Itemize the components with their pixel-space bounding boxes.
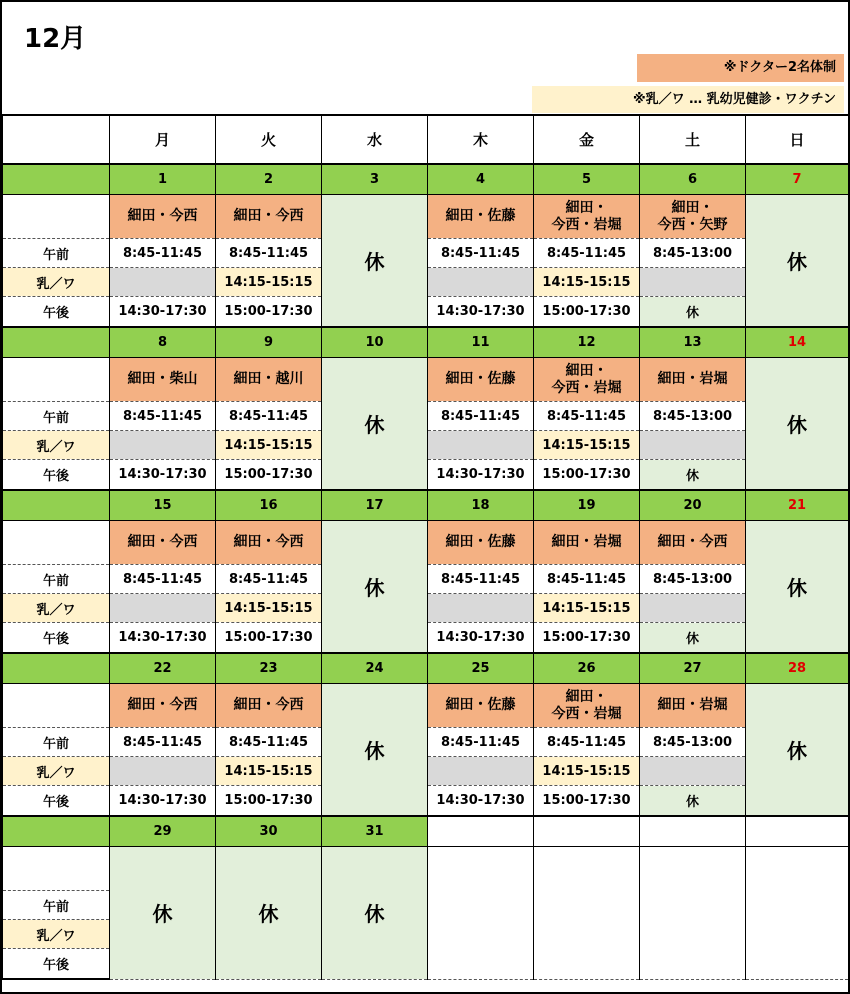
- doctor-row-cell: 細田・佐藤: [428, 684, 534, 728]
- am-row-cell: 8:45-13:00: [640, 402, 746, 431]
- pm-row-label: 午後: [3, 623, 110, 654]
- date-cell: 19: [534, 490, 640, 521]
- vaccine-row-cell: 14:15-15:15: [216, 757, 322, 786]
- vaccine-row-label: 乳／ワ: [3, 757, 110, 786]
- date-row: [3, 653, 849, 684]
- doctor-row-cell: 細田・ 今西・岩堀: [534, 358, 640, 402]
- doctor-row-cell: 細田・岩堀: [640, 684, 746, 728]
- date-cell: 5: [534, 164, 640, 195]
- closed-cell: 休: [746, 358, 849, 491]
- empty-cell: [746, 847, 849, 980]
- am-row-cell: 8:45-11:45: [110, 239, 216, 268]
- am-row-cell: 8:45-11:45: [110, 728, 216, 757]
- vaccine-row-label: 乳／ワ: [3, 431, 110, 460]
- doctor-row: [3, 521, 849, 565]
- pm-row-cell: 15:00-17:30: [534, 460, 640, 491]
- am-row-cell: 8:45-11:45: [216, 239, 322, 268]
- pm-row-cell: 14:30-17:30: [110, 623, 216, 654]
- empty-cell: [640, 847, 746, 980]
- am-row-cell: 8:45-11:45: [534, 239, 640, 268]
- am-row-cell: 8:45-11:45: [216, 402, 322, 431]
- pm-row-cell: 14:30-17:30: [428, 623, 534, 654]
- doctor-row-cell: 細田・今西: [216, 684, 322, 728]
- corner-cell: [3, 115, 110, 164]
- am-row-cell: 8:45-11:45: [428, 565, 534, 594]
- date-cell: 1: [110, 164, 216, 195]
- date-cell: [746, 816, 849, 847]
- doctor-row-cell: 細田・今西: [110, 195, 216, 239]
- doctor-row-cell: 細田・今西: [110, 521, 216, 565]
- weekday-tue: 火: [216, 115, 322, 164]
- am-row-cell: 8:45-11:45: [534, 402, 640, 431]
- am-row-cell: 8:45-13:00: [640, 565, 746, 594]
- doctor-row-cell: 細田・岩堀: [534, 521, 640, 565]
- pm-row-label: 午後: [3, 460, 110, 491]
- vaccine-row-cell: [428, 757, 534, 786]
- closed-cell: 休: [746, 521, 849, 654]
- weekday-header-row: [3, 115, 849, 164]
- pm-row-cell: 15:00-17:30: [216, 623, 322, 654]
- date-cell: [640, 816, 746, 847]
- am-row-label: 午前: [3, 728, 110, 757]
- date-cell: 14: [746, 327, 849, 358]
- date-cell: 31: [322, 816, 428, 847]
- closed-cell: 休: [322, 521, 428, 654]
- pm-row-cell: 休: [640, 623, 746, 654]
- weekday-sat: 土: [640, 115, 746, 164]
- vaccine-row-cell: 14:15-15:15: [534, 757, 640, 786]
- date-cell: 27: [640, 653, 746, 684]
- doctor-row-cell: 細田・佐藤: [428, 358, 534, 402]
- doctor-row: [3, 684, 849, 728]
- doctor-row-label: [3, 847, 110, 891]
- date-cell: 16: [216, 490, 322, 521]
- date-cell: 6: [640, 164, 746, 195]
- weekday-mon: 月: [110, 115, 216, 164]
- pm-row-cell: 14:30-17:30: [110, 786, 216, 817]
- doctor-row-label: [3, 521, 110, 565]
- vaccine-row-cell: [110, 431, 216, 460]
- date-cell: 20: [640, 490, 746, 521]
- date-row: [3, 164, 849, 195]
- vaccine-row-cell: [428, 431, 534, 460]
- closed-cell: 休: [322, 847, 428, 980]
- date-cell: 4: [428, 164, 534, 195]
- date-row: [3, 490, 849, 521]
- date-cell: [534, 816, 640, 847]
- date-cell: 8: [110, 327, 216, 358]
- pm-row-cell: 14:30-17:30: [428, 786, 534, 817]
- date-cell: 30: [216, 816, 322, 847]
- pm-row-cell: 休: [640, 460, 746, 491]
- doctor-row-cell: 細田・ 今西・岩堀: [534, 195, 640, 239]
- am-row-cell: 8:45-11:45: [534, 728, 640, 757]
- date-label-cell: [3, 816, 110, 847]
- am-row-label: 午前: [3, 402, 110, 431]
- weekday-wed: 水: [322, 115, 428, 164]
- date-label-cell: [3, 164, 110, 195]
- closed-cell: 休: [110, 847, 216, 980]
- date-cell: 21: [746, 490, 849, 521]
- doctor-row-cell: 細田・今西: [640, 521, 746, 565]
- date-label-cell: [3, 490, 110, 521]
- date-cell: 3: [322, 164, 428, 195]
- vaccine-row-cell: [640, 594, 746, 623]
- doctor-row-label: [3, 195, 110, 239]
- pm-row-label: 午後: [3, 786, 110, 817]
- vaccine-row-cell: 14:15-15:15: [216, 431, 322, 460]
- vaccine-row-cell: [110, 594, 216, 623]
- date-cell: 7: [746, 164, 849, 195]
- closed-cell: 休: [322, 195, 428, 328]
- week-rows: [3, 164, 849, 979]
- doctor-row-cell: 細田・佐藤: [428, 521, 534, 565]
- pm-row-cell: 15:00-17:30: [534, 623, 640, 654]
- vaccine-row-cell: [110, 268, 216, 297]
- date-row: [3, 816, 849, 847]
- closed-cell: 休: [746, 684, 849, 817]
- date-cell: [428, 816, 534, 847]
- am-row-cell: 8:45-11:45: [216, 565, 322, 594]
- vaccine-row-cell: 14:15-15:15: [534, 594, 640, 623]
- doctor-row-cell: 細田・越川: [216, 358, 322, 402]
- doctor-row-cell: 細田・今西: [216, 521, 322, 565]
- vaccine-row-cell: 14:15-15:15: [534, 268, 640, 297]
- am-row-cell: 8:45-11:45: [216, 728, 322, 757]
- vaccine-row-cell: 14:15-15:15: [216, 268, 322, 297]
- doctor-row-label: [3, 358, 110, 402]
- vaccine-row-cell: 14:15-15:15: [534, 431, 640, 460]
- am-row-cell: 8:45-11:45: [110, 565, 216, 594]
- date-cell: 25: [428, 653, 534, 684]
- pm-row-cell: 15:00-17:30: [534, 297, 640, 328]
- pm-row-cell: 15:00-17:30: [216, 460, 322, 491]
- vaccine-row-label: 乳／ワ: [3, 594, 110, 623]
- am-row-cell: 8:45-11:45: [534, 565, 640, 594]
- vaccine-row-cell: [428, 268, 534, 297]
- weekday-fri: 金: [534, 115, 640, 164]
- closed-cell: 休: [322, 358, 428, 491]
- date-cell: 15: [110, 490, 216, 521]
- date-cell: 10: [322, 327, 428, 358]
- am-row-label: 午前: [3, 239, 110, 268]
- pm-row-cell: 14:30-17:30: [110, 297, 216, 328]
- am-row-label: 午前: [3, 891, 110, 920]
- pm-row-cell: 休: [640, 297, 746, 328]
- closed-cell: 休: [216, 847, 322, 980]
- am-row-label: 午前: [3, 565, 110, 594]
- closed-cell: 休: [746, 195, 849, 328]
- doctor-row-cell: 細田・岩堀: [640, 358, 746, 402]
- pm-row-cell: 14:30-17:30: [110, 460, 216, 491]
- am-row-cell: 8:45-13:00: [640, 239, 746, 268]
- date-cell: 17: [322, 490, 428, 521]
- doctor-row: [3, 358, 849, 402]
- pm-row-label: 午後: [3, 949, 110, 980]
- vaccine-row-cell: 14:15-15:15: [216, 594, 322, 623]
- date-cell: 9: [216, 327, 322, 358]
- weekday-sun: 日: [746, 115, 849, 164]
- am-row-cell: 8:45-11:45: [428, 728, 534, 757]
- doctor-row-cell: 細田・佐藤: [428, 195, 534, 239]
- date-cell: 11: [428, 327, 534, 358]
- doctor-row-cell: 細田・柴山: [110, 358, 216, 402]
- doctor-row: [3, 847, 849, 891]
- date-cell: 22: [110, 653, 216, 684]
- am-row-cell: 8:45-11:45: [110, 402, 216, 431]
- empty-cell: [534, 847, 640, 980]
- doctor-row-cell: 細田・今西: [216, 195, 322, 239]
- doctor-row: [3, 195, 849, 239]
- date-cell: 23: [216, 653, 322, 684]
- date-label-cell: [3, 327, 110, 358]
- am-row-cell: 8:45-13:00: [640, 728, 746, 757]
- am-row-cell: 8:45-11:45: [428, 402, 534, 431]
- empty-cell: [428, 847, 534, 980]
- pm-row-cell: 休: [640, 786, 746, 817]
- date-cell: 29: [110, 816, 216, 847]
- vaccine-row-label: 乳／ワ: [3, 920, 110, 949]
- date-cell: 2: [216, 164, 322, 195]
- pm-row-cell: 15:00-17:30: [534, 786, 640, 817]
- doctor-row-cell: 細田・今西: [110, 684, 216, 728]
- date-cell: 18: [428, 490, 534, 521]
- doctor-row-label: [3, 684, 110, 728]
- legend-two-doctors: ※ドクター2名体制: [637, 54, 844, 82]
- legend-vaccine: ※乳／ワ … 乳幼児健診・ワクチン: [532, 86, 844, 113]
- am-row-cell: 8:45-11:45: [428, 239, 534, 268]
- vaccine-row-cell: [640, 757, 746, 786]
- date-row: [3, 327, 849, 358]
- doctor-row-cell: 細田・ 今西・岩堀: [534, 684, 640, 728]
- date-cell: 12: [534, 327, 640, 358]
- date-cell: 13: [640, 327, 746, 358]
- vaccine-row-cell: [428, 594, 534, 623]
- vaccine-row-cell: [640, 431, 746, 460]
- date-cell: 24: [322, 653, 428, 684]
- page-title: 12月: [24, 24, 87, 54]
- pm-row-cell: 15:00-17:30: [216, 786, 322, 817]
- pm-row-cell: 14:30-17:30: [428, 297, 534, 328]
- vaccine-row-cell: [110, 757, 216, 786]
- weekday-thu: 木: [428, 115, 534, 164]
- date-cell: 26: [534, 653, 640, 684]
- closed-cell: 休: [322, 684, 428, 817]
- doctor-row-cell: 細田・ 今西・矢野: [640, 195, 746, 239]
- pm-row-label: 午後: [3, 297, 110, 328]
- pm-row-cell: 15:00-17:30: [216, 297, 322, 328]
- date-cell: 28: [746, 653, 849, 684]
- vaccine-row-label: 乳／ワ: [3, 268, 110, 297]
- date-label-cell: [3, 653, 110, 684]
- pm-row-cell: 14:30-17:30: [428, 460, 534, 491]
- schedule-table: [2, 114, 849, 980]
- vaccine-row-cell: [640, 268, 746, 297]
